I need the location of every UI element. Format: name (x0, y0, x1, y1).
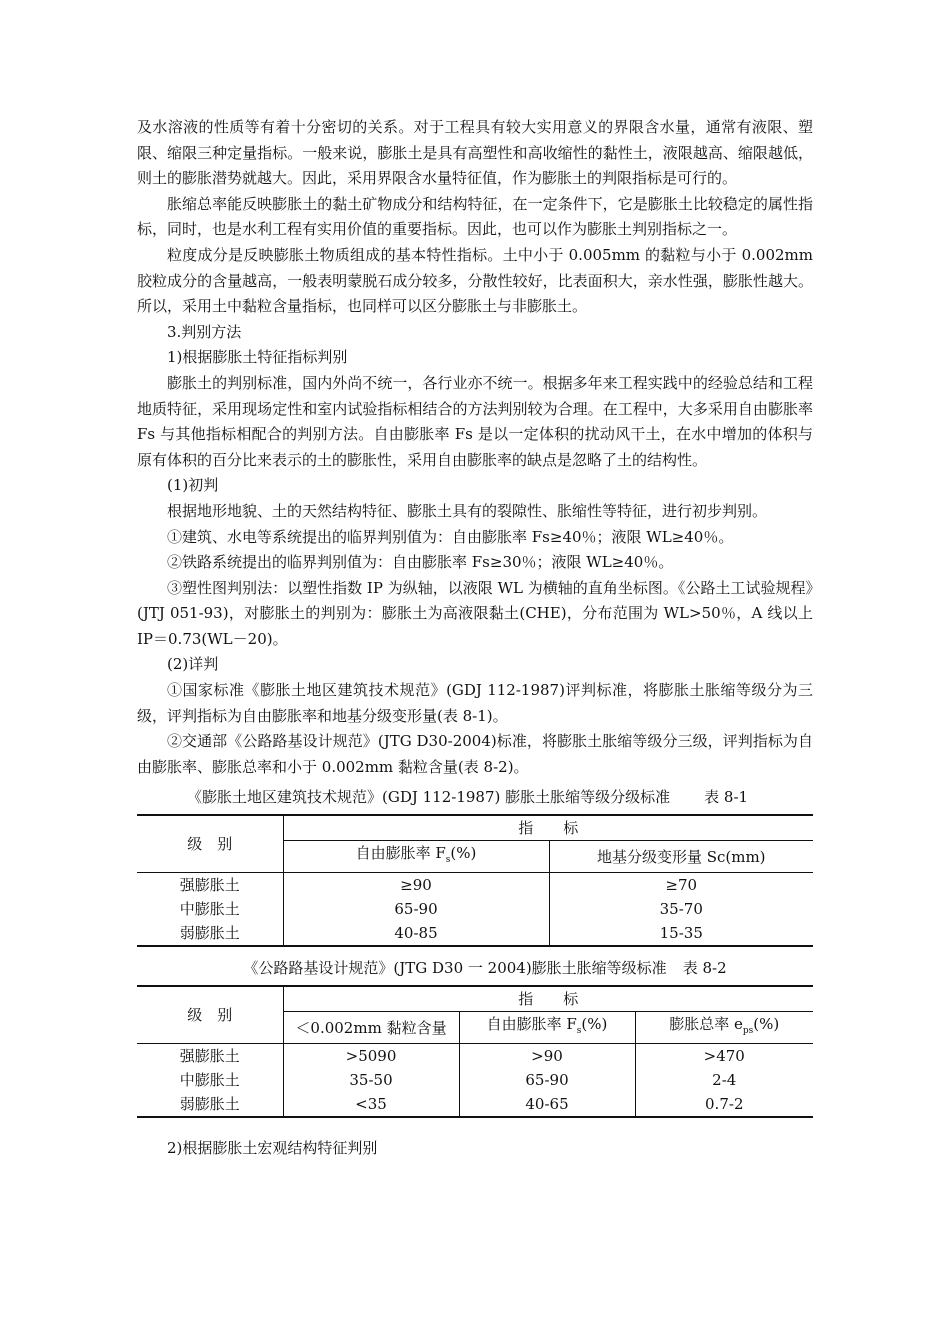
header-index: 指 标 (283, 815, 813, 841)
table-row (137, 1044, 813, 1069)
subsection-heading: (1)初判 (167, 476, 219, 495)
cell-free-swell: 65-90 (283, 897, 549, 921)
paragraph: 膨胀土的判别标准，国内外尚不统一，各行业亦不统一。根据多年来工程实践中的经验总结和工程地质特征，采用现场定性和室内试验指标相结合的方法判别较为合理。在工程中，大多采用自由膨胀率 Fs 与其他指标相配合的判别方法。自由膨胀率 Fs 是以一定体积的扰动风干土，在水中增加的体积与原有体积的百分比来表示的土的膨胀性，采用自由膨胀率的缺点是忽略了土的结构性。 (137, 373, 813, 469)
table-row (137, 873, 813, 898)
paragraph: 根据地形地貌、土的天然结构特征、膨胀土具有的裂隙性、胀缩性等特征，进行初步判别。 (167, 501, 768, 520)
table-row (137, 897, 813, 921)
cell-grade: 弱膨胀土 (179, 1095, 240, 1114)
header-free-swell: 自由膨胀率 $F_s(\%)$ (283, 841, 549, 873)
cell-grade: 中膨胀土 (179, 900, 240, 919)
swell-grade-table-8-1 (137, 814, 813, 947)
header-total-swell: 膨胀总率 $e_{ps}(\%)$ (635, 1012, 813, 1044)
header-index: 指 标 (283, 986, 813, 1012)
paragraph: 及水溶液的性质等有着十分密切的关系。对于工程具有较大实用意义的界限含水量，通常有液限、塑限、缩限三种定量指标。一般来说，膨胀土是具有高塑性和高收缩性的黏性土，液限越高、缩限越低，则土的膨胀潜势就越大。因此，采用界限含水量特征值，作为膨胀土的判限指标是可行的。 (137, 118, 813, 188)
header-deformation: 地基分级变形量 Sc(mm) (549, 841, 813, 873)
criteria-item: ①建筑、水电等系统提出的临界判别值为：自由膨胀率 Fs≥40％；液限 WL≥40％。 (167, 527, 734, 546)
table-number: 表 8-1 (704, 788, 749, 807)
criteria-item: ②铁路系统提出的临界判别值为：自由膨胀率 Fs≥30％；液限 WL≥40％。 (167, 553, 674, 572)
cell-grade: 中膨胀土 (179, 1071, 240, 1090)
table-row (137, 1068, 813, 1092)
section-heading: 3.判别方法 (167, 322, 242, 341)
cell-clay-content: >5090 (283, 1044, 459, 1069)
table-number: 表 8-2 (682, 959, 727, 978)
header-free-swell: 自由膨胀率 $F_s(\%)$ (459, 1012, 635, 1044)
cell-clay-content: <35 (283, 1092, 459, 1117)
table-title: 《公路路基设计规范》(JTG D30 一 2004)膨胀土胀缩等级标准 (243, 959, 667, 978)
swell-grade-table-8-2 (137, 985, 813, 1118)
header-grade: 级 别 (137, 815, 283, 873)
subsection-heading: (2)详判 (167, 655, 219, 674)
table-caption (137, 786, 813, 808)
criteria-item: ②交通部《公路路基设计规范》(JTG D30-2004)标准，将膨胀土胀缩等级分三级，评判指标为自由膨胀率、膨胀总率和小于 0.002mm 黏粒含量(表 8-2)。 (137, 732, 813, 776)
cell-deformation: ≥70 (549, 873, 813, 898)
cell-clay-content: 35-50 (283, 1068, 459, 1092)
cell-deformation: 35-70 (549, 897, 813, 921)
cell-free-swell: 40-65 (459, 1092, 635, 1117)
cell-free-swell: ≥90 (283, 873, 549, 898)
subsection-heading: 2)根据膨胀土宏观结构特征判别 (167, 1139, 378, 1158)
cell-grade: 强膨胀土 (179, 876, 240, 895)
table-title: 《膨胀土地区建筑技术规范》(GDJ 112-1987) 膨胀土胀缩等级分级标准 (187, 788, 671, 807)
subsection-heading: 1)根据膨胀土特征指标判别 (167, 348, 348, 367)
cell-total-swell: 2-4 (635, 1068, 813, 1092)
cell-free-swell: >90 (459, 1044, 635, 1069)
cell-grade: 弱膨胀土 (179, 924, 240, 943)
cell-total-swell: >470 (635, 1044, 813, 1069)
table-row (137, 921, 813, 946)
cell-grade: 强膨胀土 (179, 1047, 240, 1066)
table-row (137, 1092, 813, 1117)
cell-free-swell: 65-90 (459, 1068, 635, 1092)
header-grade: 级 别 (137, 986, 283, 1044)
criteria-item: ①国家标准《膨胀土地区建筑技术规范》(GDJ 112-1987)评判标准，将膨胀土胀缩等级分为三级，评判指标为自由膨胀率和地基分级变形量(表 8-1)。 (137, 681, 813, 725)
table-caption (137, 957, 813, 979)
document-body (137, 115, 813, 1162)
cell-deformation: 15-35 (549, 921, 813, 946)
criteria-item: ③塑性图判别法：以塑性指数 IP 为纵轴，以液限 WL 为横轴的直角坐标图。《公路土工试验规程》(JTJ 051-93)，对膨胀土的判别为：膨胀土为高液限黏土(CHE)，分布范围为 WL>50％，A 线以上 IP＝0.73(WL－20)。 (137, 578, 813, 648)
cell-free-swell: 40-85 (283, 921, 549, 946)
paragraph: 粒度成分是反映膨胀土物质组成的基本特性指标。土中小于 0.005mm 的黏粒与小于 0.002mm 胶粒成分的含量越高，一般表明蒙脱石成分较多，分散性较好，比表面积大，亲水性强，膨胀性越大。所以，采用土中黏粒含量指标，也同样可以区分膨胀土与非膨胀土。 (137, 245, 813, 316)
paragraph: 胀缩总率能反映膨胀土的黏土矿物成分和结构特征，在一定条件下，它是膨胀土比较稳定的属性指标，同时，也是水利工程有实用价值的重要指标。因此，也可以作为膨胀土判别指标之一。 (137, 194, 813, 239)
cell-total-swell: 0.7-2 (635, 1092, 813, 1117)
header-clay-content: ＜0.002mm 黏粒含量 (283, 1012, 459, 1044)
